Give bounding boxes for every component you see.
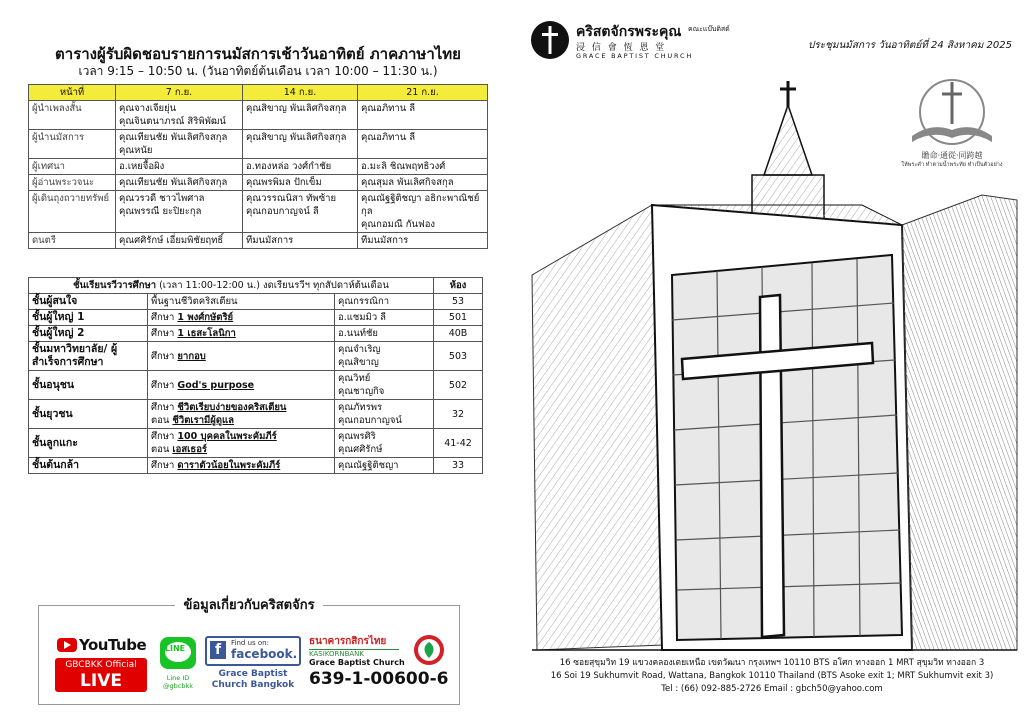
contact-info: Tel : (66) 092-885-2726 Email : gbch50@yahoo.com <box>661 684 883 694</box>
duty-cell <box>116 191 243 233</box>
duty-row <box>29 191 488 233</box>
class-teacher-name: คุณพรศิริ <box>338 431 376 442</box>
class-teacher <box>335 310 434 326</box>
class-teacher-name: คุณภัทรพร <box>338 402 383 413</box>
duty-person: คุณเทียนชัย พันเลิศกิจสกุล <box>119 132 228 143</box>
class-topic-line <box>151 379 331 392</box>
class-topic-text: 1 พงศ์กษัตริย์ <box>177 312 234 323</box>
class-room: 53 <box>434 294 483 310</box>
duty-person: คุณจางเจียยุ่น <box>119 103 177 114</box>
duty-person: อ.ทองหล่อ วงศ์กำชัย <box>246 161 332 172</box>
church-tag: คณะแบ๊บติสต์ <box>688 25 730 33</box>
class-row <box>29 458 483 474</box>
church-cross-logo-icon <box>530 20 570 60</box>
class-header-row <box>29 278 483 294</box>
duty-cell <box>358 130 488 159</box>
class-teacher <box>335 326 434 342</box>
class-topic-line <box>151 459 331 472</box>
class-teacher-name: คุณสิขาญ <box>338 357 379 368</box>
class-topic-text: ยากอบ <box>177 350 206 362</box>
class-topic-prefix: ตอน <box>151 444 170 455</box>
class-topic-text: เอสเธอร์ <box>172 444 208 455</box>
duty-person: คุณเทียนชัย พันเลิศกิจสกุล <box>119 177 228 188</box>
class-name: ชั้นลูกแกะ <box>29 429 148 458</box>
class-teacher-name: คุณกรรณิกา <box>338 296 390 307</box>
class-name: ชั้นผู้ใหญ่ 1 <box>29 310 148 326</box>
duty-cell <box>243 130 358 159</box>
duty-person: คุณกอมณี กันฟอง <box>361 219 436 230</box>
duty-cell <box>116 233 243 249</box>
bank-name-th: ธนาคารกสิกรไทย <box>309 636 387 647</box>
class-topic <box>148 326 335 342</box>
church-logo <box>530 20 730 64</box>
class-topic <box>148 294 335 310</box>
emblem-text-cn: 贍命‧通從‧同跨越 <box>921 151 983 160</box>
duty-person: คุณกอบกาญจน์ ลี <box>246 206 319 217</box>
class-teacher-name: คุณชาญกิจ <box>338 386 385 397</box>
duty-cell <box>116 175 243 191</box>
line-id: @gbcbkk <box>163 682 193 690</box>
class-name: ชั้นอนุชน <box>29 371 148 400</box>
class-topic-line <box>151 430 331 443</box>
duty-person: คุณอภิทาน ลี <box>361 132 416 143</box>
class-teacher-name: คุณศศิรักษ์ <box>338 444 383 455</box>
line-badge[interactable] <box>155 636 201 692</box>
emblem-text-th: ให้พระคำ ทำตามน้ำพระทัย ทำเป็นตัวอย่าง <box>901 162 1003 168</box>
duty-cell <box>358 191 488 233</box>
duty-person: คุณวรรณนิสา ทัพซ้าย <box>246 193 337 204</box>
class-row <box>29 371 483 400</box>
duty-person: อ.เหยจื้อผิง <box>119 161 165 172</box>
duty-row <box>29 101 488 130</box>
class-teacher-name: คุณวิทย์ <box>338 373 371 384</box>
class-name: ชั้นผู้สนใจ <box>29 294 148 310</box>
church-info-box <box>38 598 460 705</box>
facebook-page-name: Grace Baptist Church Bangkok <box>211 669 295 690</box>
duty-person: คุณวรวดี ชาวไพศาล <box>119 193 205 204</box>
class-topic-prefix: ศึกษา <box>151 350 175 362</box>
facebook-brand: facebook. <box>231 647 298 661</box>
class-header-title: ชั้นเรียนรวีวารศึกษา <box>73 280 157 291</box>
class-topic-prefix: ตอน <box>151 415 170 426</box>
schedule-subtitle: เวลา 9:15 – 10:50 น. (วันอาทิตย์ต้นเดือน เวลา 10:00 – 11:30 น.) <box>78 64 438 78</box>
bank-account-number: 639-1-00600-6 <box>309 669 449 689</box>
class-topic-text: God's purpose <box>177 379 255 391</box>
church-address <box>532 657 1012 696</box>
class-topic-line <box>151 401 331 414</box>
class-topic-text: ชีวิตเรามีผู้ดูแล <box>172 415 234 426</box>
kbank-logo-icon <box>413 634 445 666</box>
duty-person: คุณหนัย <box>119 145 153 156</box>
address-thai: 16 ซอยสุขุมวิท 19 แขวงคลองเตยเหนือ เขตวัฒนา กรุงเทพฯ 10110 BTS อโศก ทางออก 1 MRT สุขุมวิท ทางออก 3 <box>559 658 985 668</box>
address-english: 16 Soi 19 Sukhumvit Road, Wattana, Bangkok 10110 Thailand (BTS Asoke exit 1; MRT Sukhumvit exit 3) <box>550 671 994 681</box>
class-room: 32 <box>434 400 483 429</box>
line-id-label: Line ID <box>166 674 190 682</box>
duty-cell <box>243 101 358 130</box>
duty-cell <box>358 233 488 249</box>
church-name-en: GRACE BAPTIST CHURCH <box>576 52 694 60</box>
youtube-badge[interactable] <box>55 636 147 692</box>
duty-person: คุณสิขาญ พันเลิศกิจสกุล <box>246 103 347 114</box>
duty-cell <box>358 175 488 191</box>
class-topic-prefix: ศึกษา <box>151 328 175 339</box>
duty-cell <box>116 159 243 175</box>
class-name: ชั้นต้นกล้า <box>29 458 148 474</box>
line-icon <box>158 636 198 670</box>
youtube-channel: GBCBKK Official <box>65 660 137 670</box>
service-date: ประชุมนมัสการ วันอาทิตย์ที่ 24 สิงหาคม 2025 <box>807 40 1012 51</box>
class-teacher-name: อ.นนท์ชัย <box>338 328 378 339</box>
right-page <box>512 0 1024 725</box>
emblem <box>897 78 1007 168</box>
class-room: 33 <box>434 458 483 474</box>
duty-cell <box>358 101 488 130</box>
class-name: ชั้นผู้ใหญ่ 2 <box>29 326 148 342</box>
class-topic-prefix: ศึกษา <box>151 402 175 413</box>
class-room: 503 <box>434 342 483 371</box>
class-topic-text: ชีวิตเรียบง่ายของคริสเตียน <box>177 402 287 413</box>
duty-header-date-3: 21 ก.ย. <box>358 85 488 101</box>
class-teacher-name: คุณจำเริญ <box>338 344 381 355</box>
class-header-note: (เวลา 11:00-12:00 น.) งดเรียนรวีฯ ทุกสัปดาห์ต้นเดือน <box>156 280 389 291</box>
class-topic <box>148 342 335 371</box>
duty-person: คุณณัฐฐิติชญา อธิกะพาณิชย์กุล <box>361 193 480 217</box>
youtube-live: LIVE <box>80 671 122 691</box>
class-row <box>29 310 483 326</box>
duty-cell <box>116 101 243 130</box>
class-teacher <box>335 400 434 429</box>
duty-role: ผู้เทศนา <box>29 159 116 175</box>
class-room: 41-42 <box>434 429 483 458</box>
duty-role: ผู้อ่านพระวจนะ <box>29 175 116 191</box>
class-teacher-name: อ.แชมมิว ลี <box>338 312 386 323</box>
duty-person: คุณพรรณี ยะปิยะกุล <box>119 206 202 217</box>
duty-row <box>29 233 488 249</box>
duty-cell <box>243 191 358 233</box>
duty-role: ดนตรี <box>29 233 116 249</box>
class-teacher <box>335 371 434 400</box>
duty-person: คุณจินตนาภรณ์ สิริพิพัฒน์ <box>119 116 226 127</box>
class-topic-line <box>151 295 331 308</box>
class-topic <box>148 400 335 429</box>
duty-header-row <box>29 85 488 101</box>
class-topic-line <box>151 443 331 456</box>
class-name: ชั้นมหาวิทยาลัย/ ผู้สำเร็จการศึกษา <box>29 342 148 371</box>
class-topic-line <box>151 350 331 363</box>
duty-table <box>28 84 488 249</box>
class-topic <box>148 429 335 458</box>
class-header <box>29 278 434 294</box>
duty-role: ผู้นำนมัสการ <box>29 130 116 159</box>
duty-row <box>29 159 488 175</box>
class-teacher <box>335 294 434 310</box>
duty-row <box>29 175 488 191</box>
facebook-icon: f <box>210 641 226 659</box>
bank-info <box>309 634 449 696</box>
youtube-brand: YouTube <box>79 636 147 654</box>
class-topic-prefix: ศึกษา <box>151 379 175 391</box>
duty-role: ผู้เดินถุงถวายทรัพย์ <box>29 191 116 233</box>
class-topic-line <box>151 327 331 340</box>
class-name: ชั้นยุวชน <box>29 400 148 429</box>
duty-person: อ.มะลิ ชิณพฤทธิวงศ์ <box>361 161 446 172</box>
duty-cell <box>116 130 243 159</box>
class-topic-prefix: ศึกษา <box>151 460 175 471</box>
class-room: 502 <box>434 371 483 400</box>
class-topic-text: พื้นฐานชีวิตคริสเตียน <box>151 296 238 307</box>
duty-person: คุณสุมล พันเลิศกิจสกุล <box>361 177 454 188</box>
class-table <box>28 277 483 474</box>
duty-header-role: หน้าที่ <box>29 85 116 101</box>
duty-row <box>29 130 488 159</box>
duty-role: ผู้นำเพลงสั้น <box>29 101 116 130</box>
class-row <box>29 294 483 310</box>
class-topic-text: 100 บุคคลในพระคัมภีร์ <box>177 431 277 442</box>
duty-cell <box>358 159 488 175</box>
class-topic-line <box>151 311 331 324</box>
class-room: 40B <box>434 326 483 342</box>
class-teacher-name: คุณกอบกาญจน์ <box>338 415 402 426</box>
church-name-cn: 浸 信 會 恆 恩 堂 <box>576 43 667 53</box>
bible-cross-emblem-icon <box>897 78 1007 148</box>
class-row <box>29 400 483 429</box>
class-topic <box>148 371 335 400</box>
duty-header-date-2: 14 ก.ย. <box>243 85 358 101</box>
class-teacher-name: คุณณัฐฐิติชญา <box>338 460 399 471</box>
church-name-th: คริสตจักรพระคุณ <box>576 24 682 40</box>
duty-person: คุณศศิรักษ์ เอี่ยมพิชัยฤทธิ์ <box>119 235 224 246</box>
class-row <box>29 342 483 371</box>
line-brand: LINE <box>164 644 186 653</box>
class-header-room: ห้อง <box>434 278 483 294</box>
duty-person: ทีมนมัสการ <box>246 235 294 246</box>
duty-cell <box>243 233 358 249</box>
bank-name-en: KASIKORNBANK <box>309 649 399 658</box>
church-info-title: ข้อมูลเกี่ยวกับคริสตจักร <box>175 598 322 613</box>
duty-header-date-1: 7 ก.ย. <box>116 85 243 101</box>
class-topic-text: ดาราตัวน้อยในพระคัมภีร์ <box>177 460 281 471</box>
class-topic-prefix: ศึกษา <box>151 431 175 442</box>
bank-account-name: Grace Baptist Church <box>309 658 405 667</box>
duty-cell <box>243 175 358 191</box>
class-teacher <box>335 429 434 458</box>
class-topic-prefix: ศึกษา <box>151 312 175 323</box>
class-topic <box>148 458 335 474</box>
class-row <box>29 326 483 342</box>
class-topic <box>148 310 335 326</box>
class-room: 501 <box>434 310 483 326</box>
facebook-find: Find us on: <box>231 639 269 647</box>
class-row <box>29 429 483 458</box>
class-teacher <box>335 458 434 474</box>
duty-person: คุณสิขาญ พันเลิศกิจสกุล <box>246 132 347 143</box>
duty-person: คุณพรพิมล ปักเข็ม <box>246 177 322 188</box>
duty-cell <box>243 159 358 175</box>
class-topic-text: 1 เธสะโลนิกา <box>177 328 236 339</box>
duty-person: ทีมนมัสการ <box>361 235 409 246</box>
facebook-badge[interactable] <box>205 636 301 692</box>
class-topic-line <box>151 414 331 427</box>
duty-person: คุณอภิทาน ลี <box>361 103 416 114</box>
schedule-title: ตารางผู้รับผิดชอบรายการนมัสการเช้าวันอาทิตย์ ภาคภาษาไทย <box>55 45 461 63</box>
class-teacher <box>335 342 434 371</box>
